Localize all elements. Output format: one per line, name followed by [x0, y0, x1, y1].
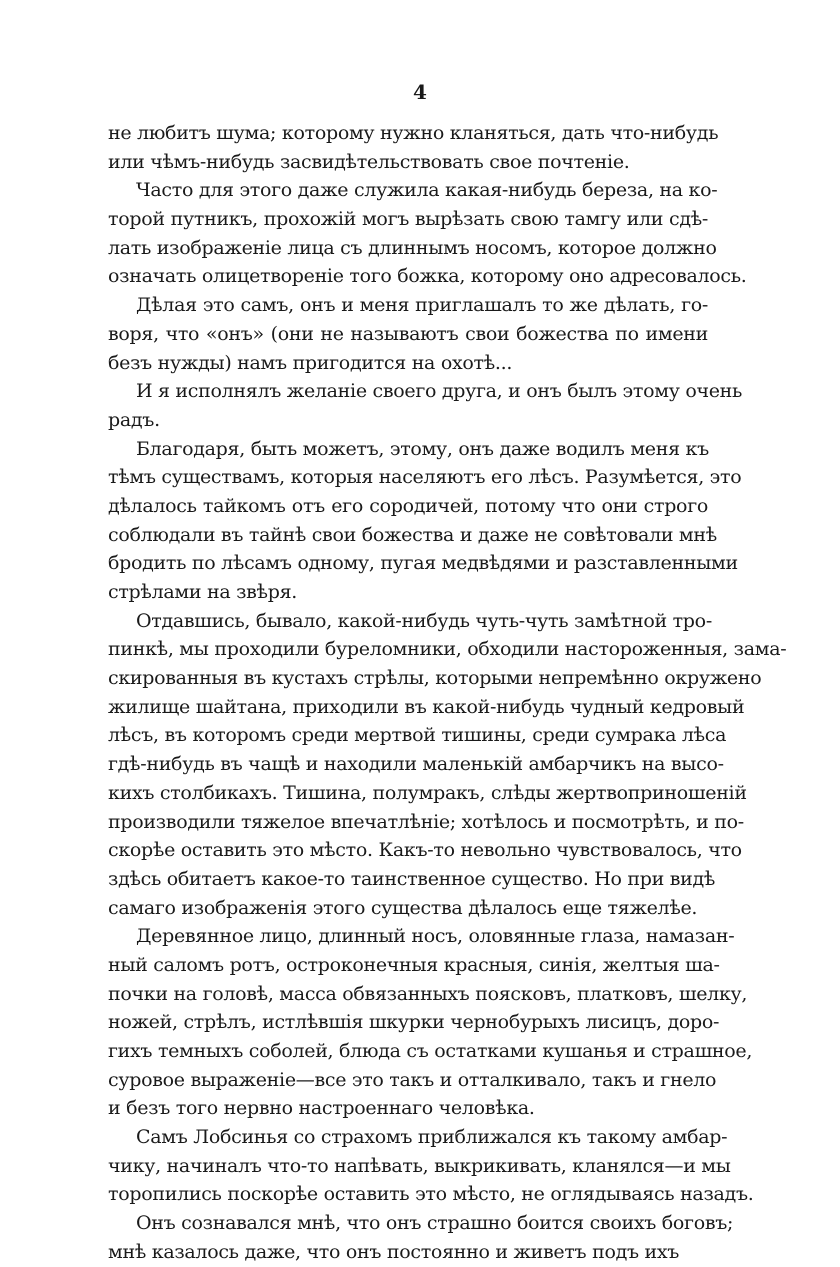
text-line: лѣсъ, въ которомъ среди мертвой тишины, среди сумрака лѣса	[108, 724, 727, 747]
text-line: Деревянное лицо, длинный носъ, оловянные глаза, намазан-	[136, 925, 735, 948]
text-line: Часто для этого даже служила какая-нибудь береза, на ко-	[136, 179, 718, 202]
text-line: самаго изображенiя этого существа дѣлалось еще тяжелѣе.	[108, 896, 698, 919]
paragraph	[108, 176, 747, 291]
page-text	[108, 119, 787, 1267]
text-line: тѣмъ существамъ, которыя населяютъ его лѣсъ. Разумѣется, это	[108, 466, 742, 489]
text-line: воря, что «онъ» (они не называютъ свои божества по имени	[108, 322, 708, 345]
text-line: ный саломъ ротъ, остроконечныя красныя, синiя, желтыя ша-	[108, 953, 720, 976]
text-line: торопились поскорѣе оставить это мѣсто, не оглядываясь назадъ.	[108, 1183, 754, 1206]
text-line: суровое выраженiе—все это такъ и отталкивало, такъ и гнело	[108, 1068, 717, 1091]
text-line: радъ.	[108, 408, 160, 431]
text-line: Отдавшись, бывало, какой-нибудь чуть-чуть замѣтной тро-	[136, 609, 712, 632]
text-line: Самъ Лобсинья со страхомъ приближался къ такому амбар-	[136, 1126, 728, 1149]
text-line: Онъ сознавался мнѣ, что онъ страшно боится своихъ боговъ;	[136, 1212, 734, 1235]
page-number: 4	[413, 80, 427, 104]
text-line: ножей, стрѣлъ, истлѣвшiя шкурки чернобурыхъ лисицъ, доро-	[108, 1011, 720, 1034]
text-line: здѣсь обитаетъ какое-то таинственное существо. Но при видѣ	[108, 867, 716, 890]
text-line: Благодаря, быть можетъ, этому, онъ даже водилъ меня къ	[136, 437, 709, 460]
text-line: кихъ столбикахъ. Тишина, полумракъ, слѣды жертвоприношенiй	[108, 781, 747, 804]
paragraph	[108, 291, 708, 377]
paragraph	[108, 1209, 734, 1266]
text-line: гдѣ-нибудь въ чащѣ и находили маленькiй амбарчикъ на высо-	[108, 753, 724, 776]
paragraph	[108, 607, 787, 923]
text-line: или чѣмъ-нибудь засвидѣтельствовать свое почтенiе.	[108, 150, 630, 173]
text-line: скированныя въ кустахъ стрѣлы, которыми непремѣнно окружено	[108, 667, 762, 690]
text-line: почки на головѣ, масса обвязанныхъ поясковъ, платковъ, шелку,	[108, 982, 748, 1005]
text-line: и безъ того нервно настроеннаго человѣка.	[108, 1097, 535, 1120]
text-line: Дѣлая это самъ, онъ и меня приглашалъ то же дѣлать, го-	[136, 294, 708, 317]
text-line: торой путникъ, прохожiй могъ вырѣзать свою тамгу или сдѣ-	[108, 208, 708, 231]
paragraph	[108, 922, 753, 1123]
text-line: скорѣе оставить это мѣсто. Какъ-то невольно чувствовалось, что	[108, 839, 742, 862]
text-line: гихъ темныхъ соболей, блюда съ остатками кушанья и страшное,	[108, 1040, 753, 1062]
text-line: лать изображенiе лица съ длиннымъ носомъ, которое должно	[108, 236, 717, 259]
text-line: соблюдали въ тайнѣ свои божества и даже не совѣтовали мнѣ	[108, 523, 717, 546]
text-line: бродить по лѣсамъ одному, пугая медвѣдями и разставленными	[108, 552, 738, 575]
paragraph	[108, 119, 719, 176]
text-line: стрѣлами на звѣря.	[108, 581, 297, 603]
text-line: жилище шайтана, приходили въ какой-нибудь чудный кедровый	[108, 695, 745, 718]
paragraph	[108, 435, 742, 607]
text-line: не любитъ шума; которому нужно кланяться, дать что-нибудь	[108, 122, 719, 144]
text-line: безъ нужды) намъ пригодится на охотѣ...	[108, 351, 513, 374]
text-line: чику, начиналъ что-то напѣвать, выкрикивать, кланялся—и мы	[108, 1154, 731, 1177]
paragraph	[108, 1123, 754, 1209]
text-line: производили тяжелое впечатлѣнiе; хотѣлось и посмотрѣть, и по-	[108, 810, 744, 833]
text-line: И я исполнялъ желанiе своего друга, и онъ былъ этому очень	[136, 380, 743, 403]
text-line: пинкѣ, мы проходили бурелoмники, обходили насторoженныя, зама-	[108, 638, 787, 661]
text-line: мнѣ казалось даже, что онъ постоянно и живетъ подъ ихъ	[108, 1240, 680, 1263]
paragraph	[108, 377, 743, 434]
text-line: дѣлалось тайкомъ отъ его сородичей, потому что они строго	[108, 494, 708, 517]
text-line: означать олицетворенiе того божка, которому оно адресовалось.	[108, 265, 747, 288]
